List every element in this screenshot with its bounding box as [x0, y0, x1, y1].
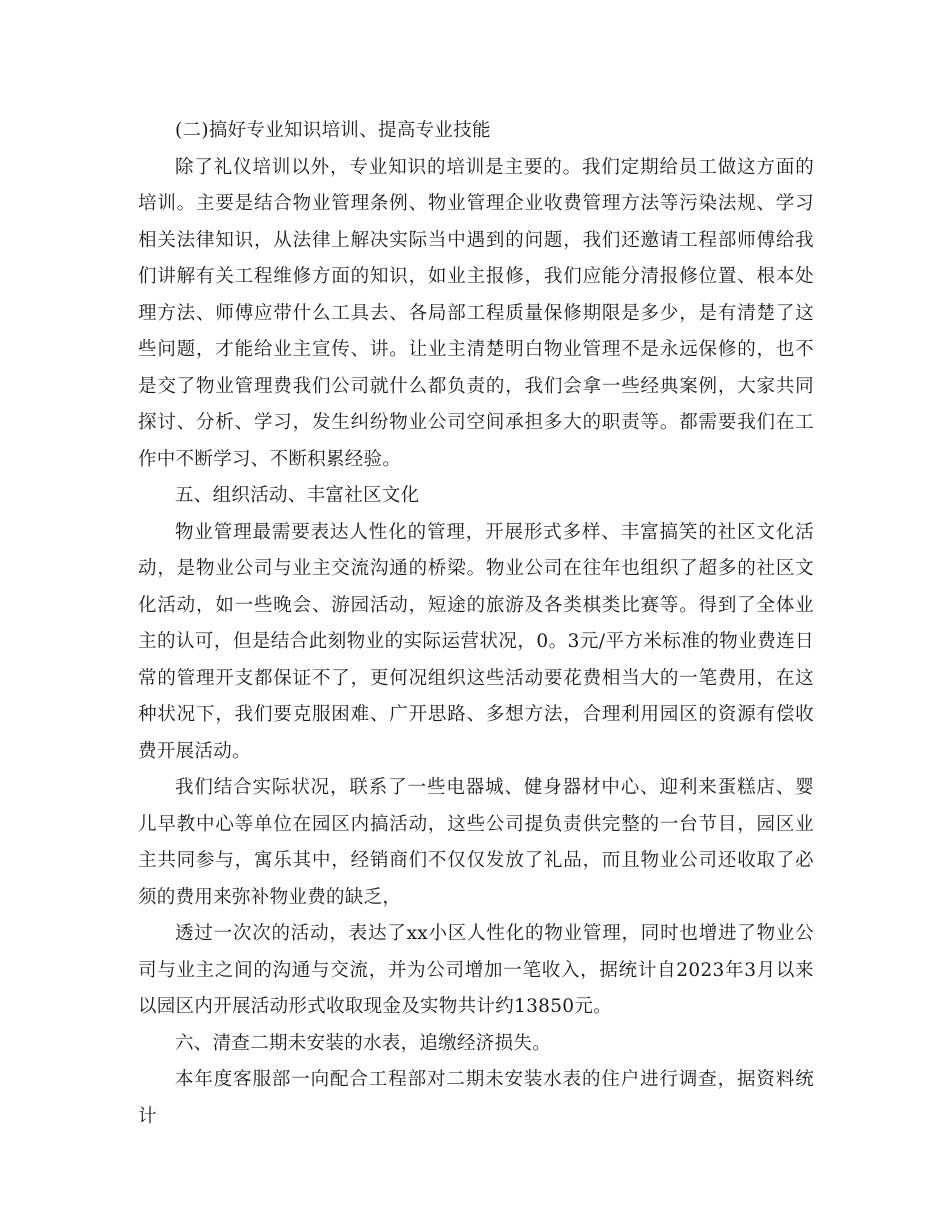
paragraph-water-meter-survey: 本年度客服部一向配合工程部对二期未安装水表的住户进行调查，据资料统计: [138, 1069, 814, 1127]
paragraph-activity-income: 透过一次次的活动，表达了xx小区人性化的物业管理，同时也增进了物业公司与业主之间的沟通与交流，并为公司增加一笔收入，据统计自2023年3月以来以园区内开展活动形式收取现金及实物共计约13850元。: [138, 923, 814, 1017]
paragraph-professional-training: 除了礼仪培训以外，专业知识的培训是主要的。我们定期给员工做这方面的培训。主要是结合物业管理条例、物业管理企业收费管理方法等污染法规、学习相关法律知识，从法律上解决实际当中遇到的问题，我们还邀请工程部师傅给我们讲解有关工程维修方面的知识，如业主报修，我们应能分清报修位置、根本处理方法、师傅应带什么工具去、各局部工程质量保修期限是多少，是有清楚了这些问题，才能给业主宣传、讲。让业主清楚明白物业管理不是永远保修的，也不是交了物业管理费我们公司就什么都负责的，我们会拿一些经典案例，大家共同探讨、分析、学习，发生纠纷物业公司空间承担多大的职责等。都需要我们在工作中不断学习、不断积累经验。: [138, 156, 814, 470]
paragraph-partner-merchants: 我们结合实际状况，联系了一些电器城、健身器材中心、迎利来蛋糕店、婴儿早教中心等单位在园区内搞活动，这些公司提负责供完整的一台节目，园区业主共同参与，寓乐其中，经销商们不仅仅发放了礼品，而且物业公司还收取了必须的费用来弥补物业费的缺乏，: [138, 777, 814, 908]
document-body: [138, 113, 814, 1135]
section-heading-5: 五、组织活动、丰富社区文化: [175, 485, 420, 506]
paragraph-community-activities: 物业管理最需要表达人性化的管理，开展形式多样、丰富搞笑的社区文化活动，是物业公司与业主交流沟通的桥梁。物业公司在往年也组织了超多的社区文化活动，如一些晚会、游园活动，短途的旅游及各类棋类比赛等。得到了全体业主的认可，但是结合此刻物业的实际运营状况，0。3元/平方米标准的物业费连日常的管理开支都保证不了，更何况组织这些活动要花费相当大的一笔费用，在这种状况下，我们要克服困难、广开思路、多想方法，合理利用园区的资源有偿收费开展活动。: [138, 521, 814, 762]
section-heading-6: 六、清查二期未安装的水表，追缴经济损失。: [175, 1032, 552, 1054]
section-heading-2: (二)搞好专业知识培训、提高专业技能: [175, 120, 491, 141]
